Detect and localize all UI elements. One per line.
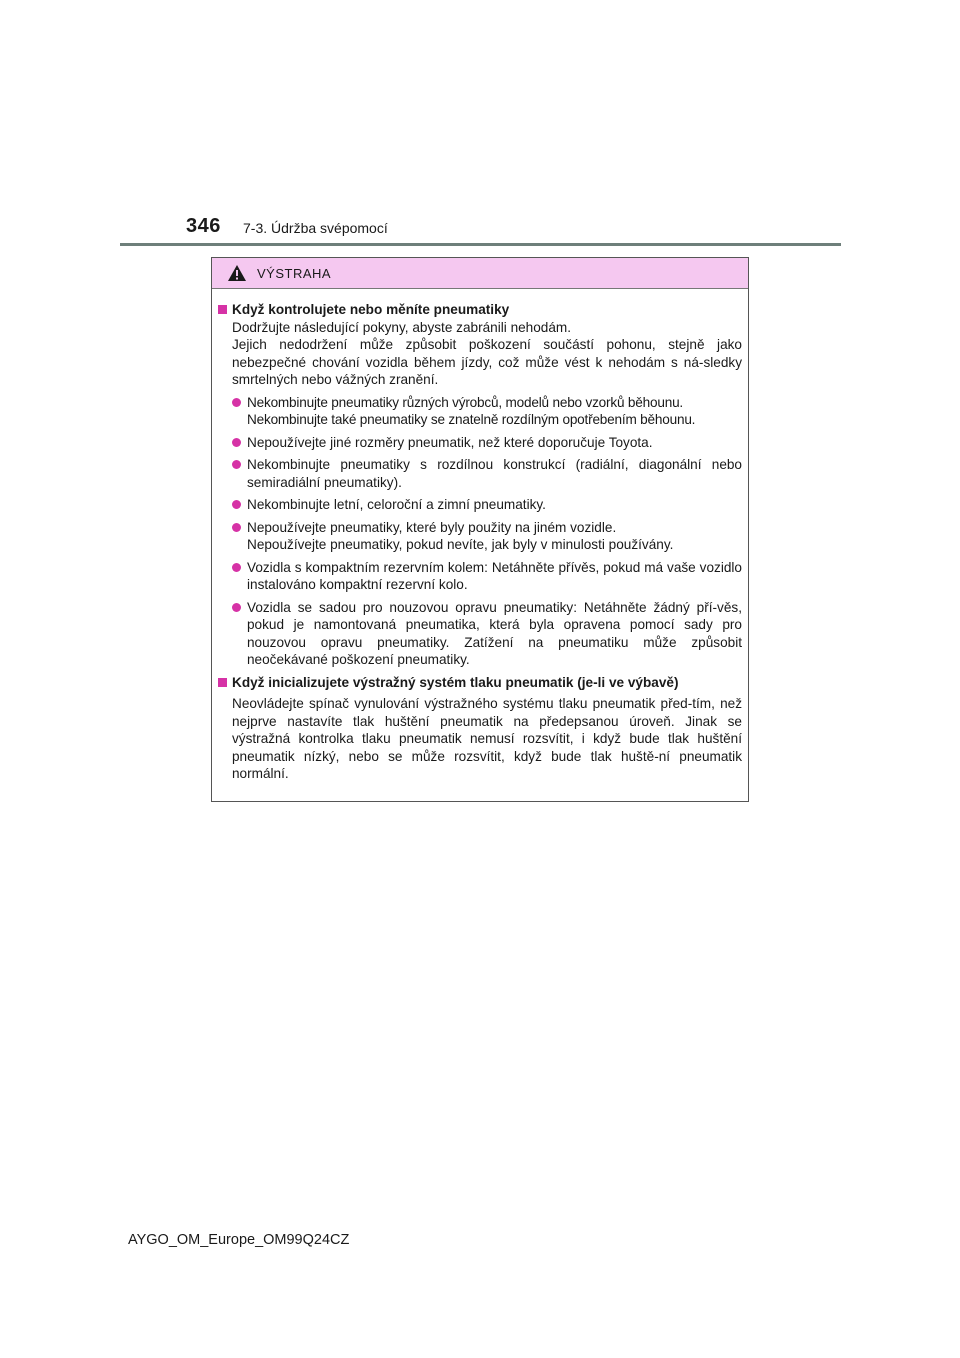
paragraph-line: Jejich nedodržení může způsobit poškození součástí pohonu, stejně jako nebezpečné chování vozidla během jízdy, což může vést k nehodám s ná-sledky smrtelných nebo vážných zranění.: [232, 337, 742, 387]
paragraph-line: Neovládejte spínač vynulování výstražného systému tlaku pneumatik před-tím, než nejprve nastavíte tlak huštění pneumatik na předepsanou úroveň. Jinak se výstražná kontrolka tlaku pneumatik nemusí rozsvítit, i když bude tlak huštění pneumatik nízký, nebo se může rozsvítit, když bude tlak huště-ní pneumatik normální.: [232, 696, 742, 781]
list-item: [232, 434, 742, 452]
list-item-text: Nepoužívejte pneumatiky, pokud nevíte, jak byly v minulosti používány.: [247, 537, 674, 552]
section-heading: [218, 301, 742, 319]
list-item: [232, 394, 742, 429]
round-bullet-icon: [232, 603, 241, 612]
section-title: 7-3. Údržba svépomocí: [243, 220, 388, 236]
warning-body: [212, 289, 748, 801]
warning-box: [211, 257, 749, 802]
footer-doc-code: AYGO_OM_Europe_OM99Q24CZ: [128, 1232, 350, 1248]
warning-header: [212, 258, 748, 289]
list-item: [232, 599, 742, 669]
list-item-text: Nekombinujte letní, celoroční a zimní pneumatiky.: [247, 497, 546, 512]
list-item: [232, 519, 742, 554]
section-paragraph: [232, 319, 742, 389]
round-bullet-icon: [232, 500, 241, 509]
paragraph-line: Dodržujte následující pokyny, abyste zabránili nehodám.: [232, 319, 572, 335]
round-bullet-icon: [232, 523, 241, 532]
list-item-text: Nekombinujte také pneumatiky se znatelně rozdílným opotřebením běhounu.: [247, 412, 696, 427]
square-bullet-icon: [218, 678, 227, 687]
header-divider: [120, 243, 841, 246]
list-item-text: Nekombinujte pneumatiky s rozdílnou konstrukcí (radiální, diagonální nebo semiradiální pneumatiky).: [247, 457, 742, 490]
round-bullet-icon: [232, 563, 241, 572]
list-item-text: Nepoužívejte jiné rozměry pneumatik, než které doporučuje Toyota.: [247, 434, 653, 450]
section-paragraph: [232, 695, 742, 783]
list-item: [232, 496, 742, 514]
list-item-text: Vozidla se sadou pro nouzovou opravu pneumatiky: Netáhněte žádný pří-věs, pokud je namontovaná pneumatika, která byla opravena pomocí sady pro nouzovou opravu pneumatiky. Zatížení na pneumatiku může způsobit neočekávané poškození pneumatiky.: [247, 599, 742, 667]
list-item-text: Nepoužívejte pneumatiky, které byly použity na jiném vozidle.: [247, 519, 617, 535]
section-heading: [218, 674, 742, 692]
round-bullet-icon: [232, 460, 241, 469]
round-bullet-icon: [232, 438, 241, 447]
list-item-text: Vozidla s kompaktním rezervním kolem: Netáhněte přívěs, pokud má vaše vozidlo instalováno kompaktní rezervní kolo.: [247, 559, 742, 592]
section-heading-text: Když kontrolujete nebo měníte pneumatiky: [232, 302, 510, 317]
square-bullet-icon: [218, 305, 227, 314]
section-heading-text: Když inicializujete výstražný systém tlaku pneumatik (je-li ve výbavě): [232, 674, 679, 690]
page-number: 346: [186, 215, 221, 237]
list-item: [232, 456, 742, 491]
warning-triangle-icon: [227, 264, 247, 282]
list-item: [232, 559, 742, 594]
warning-title: VÝSTRAHA: [257, 265, 332, 281]
round-bullet-icon: [232, 398, 241, 407]
list-item-text: Nekombinujte pneumatiky různých výrobců, modelů nebo vzorků běhounu.: [247, 394, 684, 410]
